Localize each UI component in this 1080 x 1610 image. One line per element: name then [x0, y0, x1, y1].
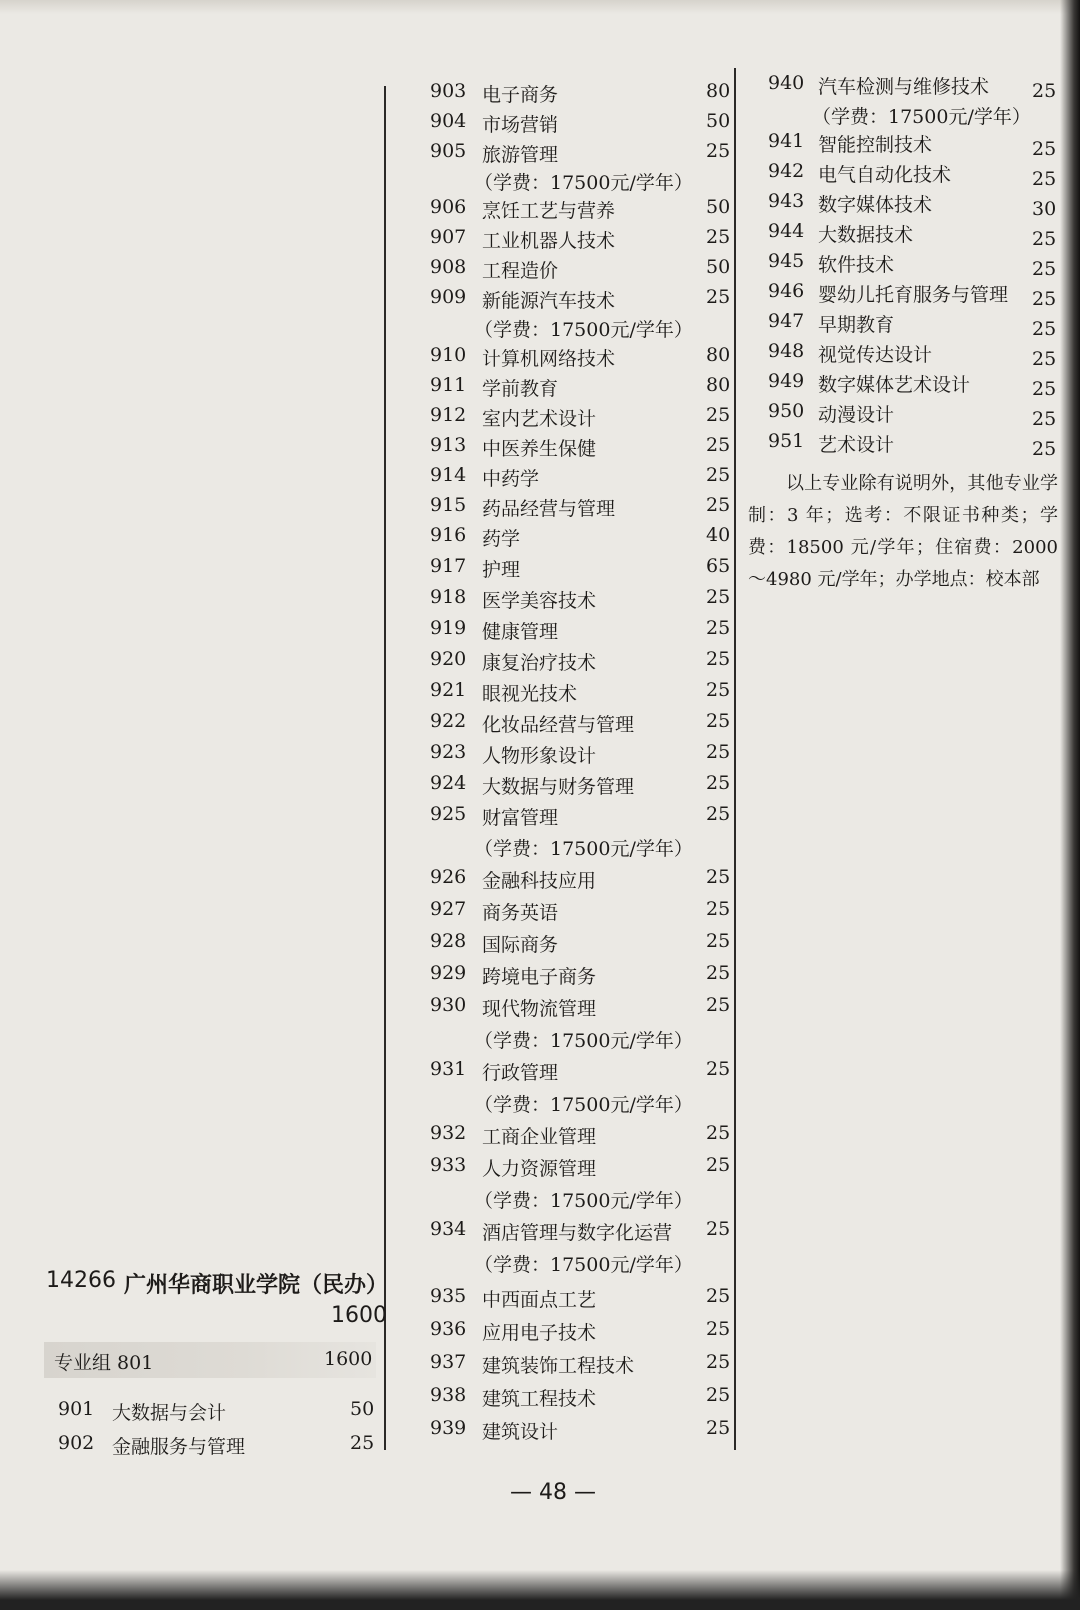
program-quota: 80 [706, 80, 731, 102]
program-name: 康复治疗技术 [482, 652, 597, 674]
column-divider-left [384, 86, 386, 1450]
program-name: 旅游管理 [482, 144, 559, 166]
program-name: 电子商务 [482, 84, 559, 106]
program-code: 935 [430, 1285, 467, 1307]
program-name: 应用电子技术 [482, 1322, 597, 1344]
program-name: 大数据与财务管理 [482, 776, 635, 798]
program-code: 940 [768, 72, 805, 94]
program-name: 人力资源管理 [482, 1158, 597, 1180]
program-code: 906 [430, 196, 467, 218]
program-code: 934 [430, 1218, 467, 1240]
program-code: 939 [430, 1417, 467, 1439]
program-quota: 25 [706, 994, 731, 1016]
program-code: 931 [430, 1058, 467, 1080]
program-name: 工程造价 [482, 260, 559, 282]
program-name: 新能源汽车技术 [482, 290, 616, 312]
program-code: 908 [430, 256, 467, 278]
program-code: 951 [768, 430, 805, 452]
program-quota: 25 [1032, 138, 1057, 160]
page-number: — 48 — [510, 1480, 596, 1505]
group-label: 专业组 801 [54, 1352, 154, 1374]
program-quota: 50 [706, 256, 731, 278]
program-quota: 25 [706, 648, 731, 670]
group-bar [44, 1342, 376, 1378]
program-code: 928 [430, 930, 467, 952]
program-code: 902 [58, 1432, 95, 1454]
program-name: 护理 [482, 559, 521, 581]
program-quota: 25 [706, 1318, 731, 1340]
program-name: 中医养生保健 [482, 438, 597, 460]
program-code: 901 [58, 1398, 95, 1420]
program-quota: 25 [706, 710, 731, 732]
program-code: 923 [430, 741, 467, 763]
program-quota: 50 [350, 1398, 375, 1420]
program-quota: 25 [706, 741, 731, 763]
program-name: 药品经营与管理 [482, 498, 616, 520]
program-name: 数字媒体技术 [818, 194, 933, 216]
program-code: 922 [430, 710, 467, 732]
program-fee: （学费：17500元/学年） [474, 838, 693, 860]
program-quota: 25 [706, 434, 731, 456]
program-fee: （学费：17500元/学年） [474, 1030, 693, 1052]
program-quota: 25 [1032, 228, 1057, 250]
program-quota: 25 [706, 679, 731, 701]
program-name: 医学美容技术 [482, 590, 597, 612]
program-name: 酒店管理与数字化运营 [482, 1222, 673, 1244]
group-total: 1600 [324, 1348, 373, 1370]
program-quota: 25 [706, 772, 731, 794]
university-name: 广州华商职业学院（民办） [124, 1273, 389, 1298]
program-name: 市场营销 [482, 114, 559, 136]
program-quota: 25 [706, 494, 731, 516]
program-code: 947 [768, 310, 805, 332]
program-code: 915 [430, 494, 467, 516]
program-code: 929 [430, 962, 467, 984]
program-name: 人物形象设计 [482, 745, 597, 767]
program-name: 跨境电子商务 [482, 966, 597, 988]
program-name: 国际商务 [482, 934, 559, 956]
page-bottom-edge [0, 1570, 1080, 1610]
program-name: 财富管理 [482, 807, 559, 829]
program-quota: 25 [706, 930, 731, 952]
top-shadow [0, 0, 1080, 14]
program-code: 909 [430, 286, 467, 308]
program-code: 927 [430, 898, 467, 920]
program-quota: 25 [1032, 168, 1057, 190]
program-quota: 65 [706, 555, 731, 577]
program-name: 软件技术 [818, 254, 895, 276]
program-code: 904 [430, 110, 467, 132]
program-code: 942 [768, 160, 805, 182]
program-code: 949 [768, 370, 805, 392]
program-code: 903 [430, 80, 467, 102]
program-quota: 40 [706, 524, 731, 546]
program-code: 936 [430, 1318, 467, 1340]
university-total: 1600 [331, 1303, 387, 1328]
program-name: 大数据与会计 [112, 1402, 227, 1424]
program-code: 912 [430, 404, 467, 426]
program-name: 艺术设计 [818, 434, 895, 456]
program-name: 室内艺术设计 [482, 408, 597, 430]
program-code: 920 [430, 648, 467, 670]
program-name: 智能控制技术 [818, 134, 933, 156]
program-quota: 25 [706, 1154, 731, 1176]
program-code: 919 [430, 617, 467, 639]
program-name: 工业机器人技术 [482, 230, 616, 252]
program-quota: 25 [706, 286, 731, 308]
program-quota: 25 [706, 1058, 731, 1080]
program-quota: 25 [350, 1432, 375, 1454]
program-quota: 25 [1032, 378, 1057, 400]
program-code: 921 [430, 679, 467, 701]
program-name: 药学 [482, 528, 521, 550]
program-quota: 25 [706, 1122, 731, 1144]
program-name: 学前教育 [482, 378, 559, 400]
program-code: 905 [430, 140, 467, 162]
program-fee: （学费：17500元/学年） [474, 319, 693, 341]
program-quota: 50 [706, 110, 731, 132]
program-name: 中西面点工艺 [482, 1289, 597, 1311]
program-code: 938 [430, 1384, 467, 1406]
program-fee: （学费：17500元/学年） [474, 1254, 693, 1276]
program-name: 现代物流管理 [482, 998, 597, 1020]
program-quota: 25 [706, 898, 731, 920]
program-name: 烹饪工艺与营养 [482, 200, 616, 222]
program-quota: 25 [1032, 348, 1057, 370]
program-code: 930 [430, 994, 467, 1016]
program-code: 925 [430, 803, 467, 825]
program-quota: 25 [1032, 408, 1057, 430]
program-code: 916 [430, 524, 467, 546]
program-code: 917 [430, 555, 467, 577]
column-divider-right [734, 68, 736, 1450]
program-quota: 25 [1032, 258, 1057, 280]
program-code: 914 [430, 464, 467, 486]
program-code: 932 [430, 1122, 467, 1144]
program-name: 早期教育 [818, 314, 895, 336]
program-quota: 25 [706, 803, 731, 825]
program-code: 910 [430, 344, 467, 366]
program-name: 汽车检测与维修技术 [818, 76, 990, 98]
program-quota: 25 [706, 1417, 731, 1439]
program-code: 926 [430, 866, 467, 888]
program-name: 金融服务与管理 [112, 1436, 246, 1458]
program-quota: 25 [706, 962, 731, 984]
program-code: 911 [430, 374, 467, 396]
program-code: 913 [430, 434, 467, 456]
program-code: 933 [430, 1154, 467, 1176]
program-quota: 25 [706, 1351, 731, 1373]
program-quota: 25 [706, 1285, 731, 1307]
program-code: 944 [768, 220, 805, 242]
program-fee: （学费：17500元/学年） [474, 1190, 693, 1212]
program-quota: 80 [706, 344, 731, 366]
program-code: 937 [430, 1351, 467, 1373]
program-quota: 25 [706, 866, 731, 888]
program-code: 918 [430, 586, 467, 608]
program-name: 电气自动化技术 [818, 164, 952, 186]
program-fee: （学费：17500元/学年） [474, 1094, 693, 1116]
program-quota: 25 [1032, 80, 1057, 102]
program-quota: 25 [706, 1384, 731, 1406]
program-quota: 50 [706, 196, 731, 218]
program-quota: 30 [1032, 198, 1057, 220]
program-code: 943 [768, 190, 805, 212]
program-name: 眼视光技术 [482, 683, 578, 705]
program-name: 金融科技应用 [482, 870, 597, 892]
program-name: 大数据技术 [818, 224, 914, 246]
program-quota: 25 [1032, 288, 1057, 310]
program-name: 建筑设计 [482, 1421, 559, 1443]
program-quota: 25 [706, 464, 731, 486]
program-name: 视觉传达设计 [818, 344, 933, 366]
program-name: 婴幼儿托育服务与管理 [818, 284, 1009, 306]
program-code: 948 [768, 340, 805, 362]
program-code: 945 [768, 250, 805, 272]
program-name: 商务英语 [482, 902, 559, 924]
program-quota: 25 [706, 140, 731, 162]
program-code: 950 [768, 400, 805, 422]
program-code: 946 [768, 280, 805, 302]
program-name: 动漫设计 [818, 404, 895, 426]
program-code: 941 [768, 130, 805, 152]
program-quota: 80 [706, 374, 731, 396]
program-fee: （学费：17500元/学年） [474, 172, 693, 194]
program-quota: 25 [706, 586, 731, 608]
program-quota: 25 [706, 617, 731, 639]
program-name: 中药学 [482, 468, 540, 490]
program-name: 化妆品经营与管理 [482, 714, 635, 736]
university-code: 14266 [46, 1268, 116, 1293]
program-name: 工商企业管理 [482, 1126, 597, 1148]
program-quota: 25 [1032, 318, 1057, 340]
program-name: 建筑工程技术 [482, 1388, 597, 1410]
program-quota: 25 [706, 226, 731, 248]
program-code: 907 [430, 226, 467, 248]
program-name: 行政管理 [482, 1062, 559, 1084]
program-code: 924 [430, 772, 467, 794]
program-quota: 25 [706, 404, 731, 426]
program-name: 建筑装饰工程技术 [482, 1355, 635, 1377]
page-right-edge [1060, 0, 1080, 1610]
program-name: 健康管理 [482, 621, 559, 643]
program-quota: 25 [706, 1218, 731, 1240]
program-fee: （学费：17500元/学年） [812, 106, 1031, 128]
program-name: 数字媒体艺术设计 [818, 374, 971, 396]
program-note: 以上专业除有说明外，其他专业学制：3 年；选考：不限证书种类；学费：18500 元/学年；住宿费：2000～4980 元/学年；办学地点：校本部 [748, 473, 1058, 590]
program-quota: 25 [1032, 438, 1057, 460]
program-name: 计算机网络技术 [482, 348, 616, 370]
